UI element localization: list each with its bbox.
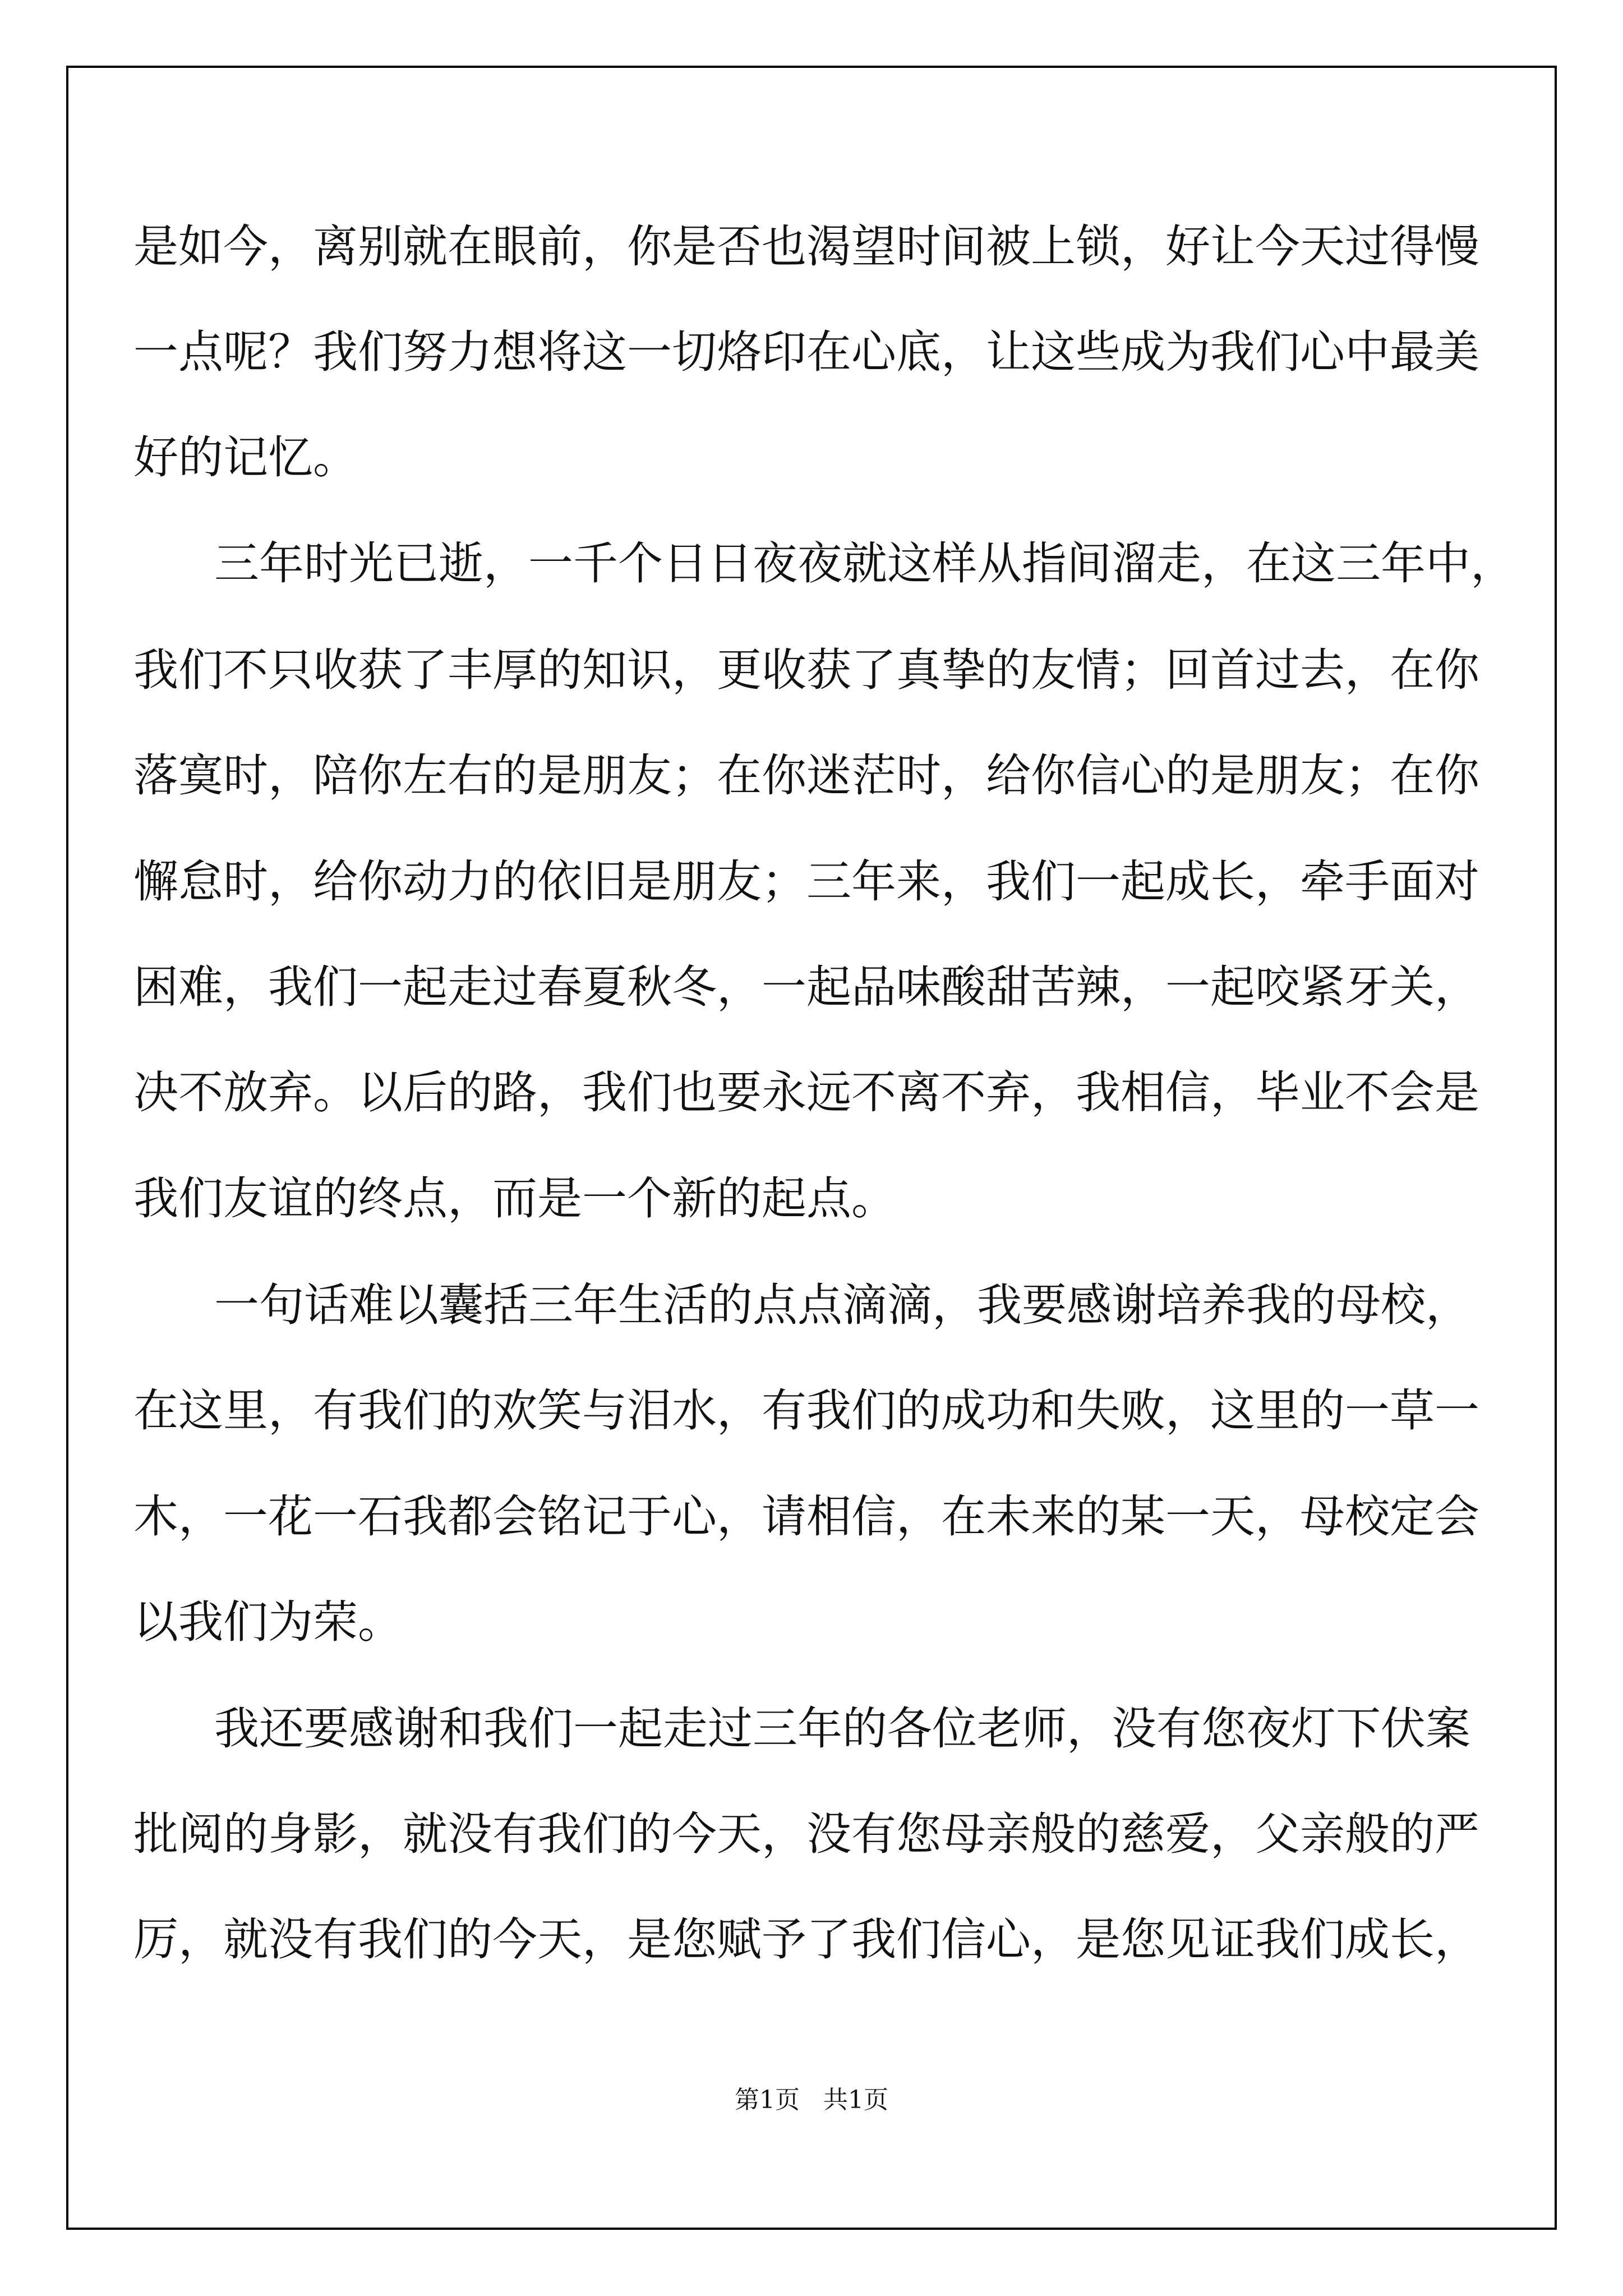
- text-line: 我们不只收获了丰厚的知识，更收获了真挚的友情；回首过去，在你: [133, 644, 1479, 696]
- text-line: 厉，就没有我们的今天，是您赋予了我们信心，是您见证我们成长，: [133, 1913, 1479, 1966]
- text-line: 好的记忆。: [133, 431, 358, 484]
- text-line: 是如今，离别就在眼前，你是否也渴望时间被上锁，好让今天过得慢: [133, 220, 1479, 273]
- page-border: [66, 66, 1557, 2230]
- text-line: 落寞时，陪你左右的是朋友；在你迷茫时，给你信心的是朋友；在你: [133, 749, 1479, 802]
- paragraph-first-line: 我还要感谢和我们一起走过三年的各位老师，没有您夜灯下伏案: [214, 1703, 1470, 1755]
- text-line: 木，一花一石我都会铭记于心，请相信，在未来的某一天，母校定会: [133, 1490, 1479, 1543]
- text-line: 懈怠时，给你动力的依旧是朋友；三年来，我们一起成长，牵手面对: [133, 855, 1479, 908]
- page-footer: 第1页 共1页: [735, 2086, 888, 2114]
- text-line: 决不放弃。以后的路，我们也要永远不离不弃，我相信，毕业不会是: [133, 1066, 1479, 1119]
- text-line: 一点呢？我们努力想将这一切烙印在心底，让这些成为我们心中最美: [133, 326, 1479, 378]
- paragraph-first-line: 一句话难以囊括三年生活的点点滴滴，我要感谢培养我的母校，: [214, 1279, 1470, 1331]
- text-line: 我们友谊的终点，而是一个新的起点。: [133, 1172, 896, 1225]
- text-line: 困难，我们一起走过春夏秋冬，一起品味酸甜苦辣，一起咬紧牙关，: [133, 961, 1479, 1013]
- text-line: 批阅的身影，就没有我们的今天，没有您母亲般的慈爱，父亲般的严: [133, 1808, 1479, 1860]
- paragraph-first-line: 三年时光已逝，一千个日日夜夜就这样从指间溜走，在这三年中，: [214, 537, 1515, 590]
- text-line: 在这里，有我们的欢笑与泪水，有我们的成功和失败，这里的一草一: [133, 1384, 1479, 1437]
- text-line: 以我们为荣。: [133, 1596, 403, 1648]
